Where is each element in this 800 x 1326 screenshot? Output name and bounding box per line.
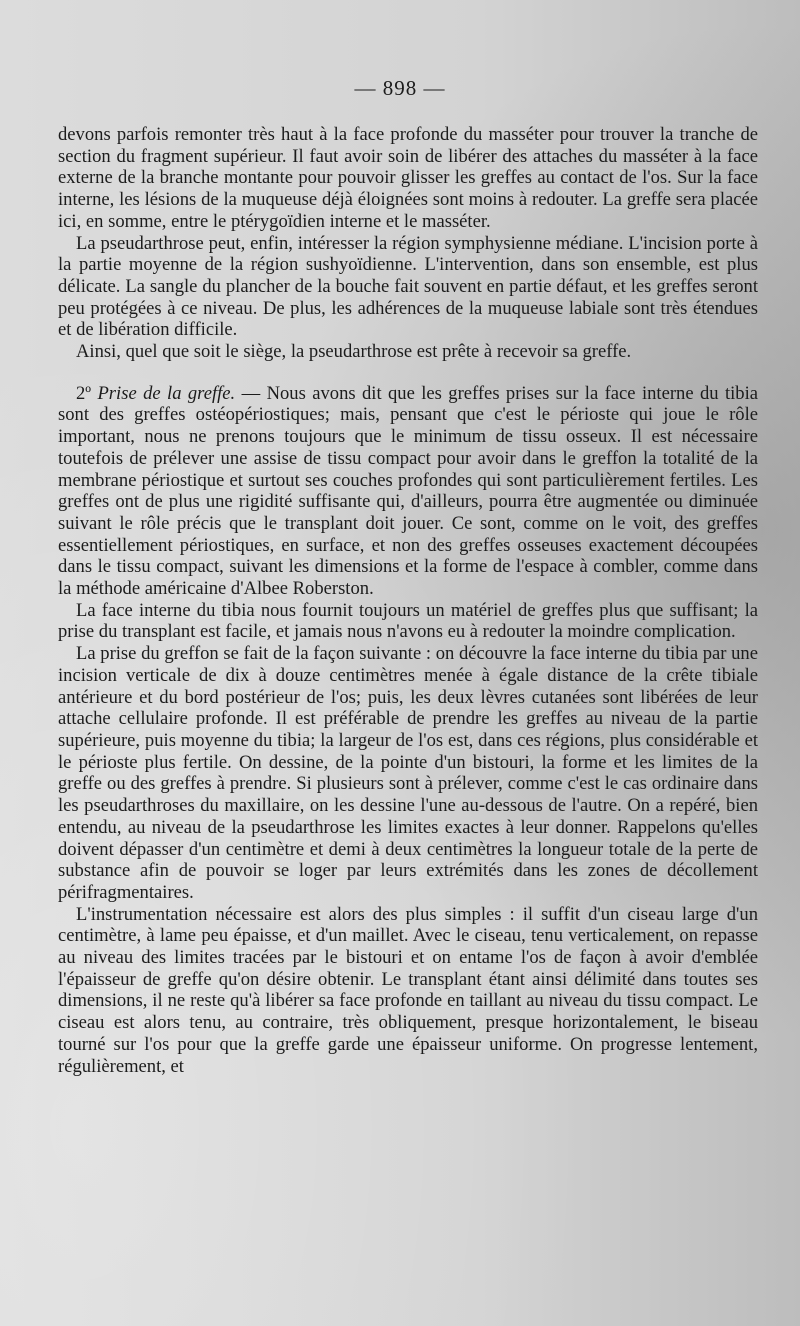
paragraph: La face interne du tibia nous fournit toujours un matériel de greffes plus que suffisant; la prise du transplant est facile, et jamais nous n'avons eu à redouter la moindre complication. <box>58 599 758 643</box>
section-paragraph <box>58 383 758 600</box>
paragraph: Ainsi, quel que soit le siège, la pseudarthrose est prête à recevoir sa greffe. <box>76 341 632 363</box>
section-dash: — <box>235 382 267 404</box>
section-text: Nous avons dit que les greffes prises sur la face interne du tibia sont des greffes ostéopériostiques; mais, pensant que c'est le périoste qui joue le rôle important, nous ne prenons toujours que le minimum de tissu osseux. Il est nécessaire toutefois de prélever une assise de tissu compact pour avoir dans le greffon la totalité de la membrane périostique et surtout ses couches profondes qui sont particulièrement fertiles. Les greffes ont de plus une rigidité suffisante qui, d'ailleurs, pourra être augmentée ou diminuée suivant le rôle précis que le transplant doit jouer. Ce sont, comme on le voit, des greffes essentiellement périostiques, en surface, et non des greffes osseuses exactement découpées dans le tissu compact, suivant les dimensions et la forme de l'espace à combler, comme dans la méthode américaine d'Albee Roberston. <box>58 382 758 600</box>
page-body <box>58 124 758 1077</box>
paragraph: La prise du greffon se fait de la façon suivante : on découvre la face interne du tibia par une incision verticale de dix à douze centimètres menée à égale distance de la crête tibiale antérieure et du bord postérieur de l'os; puis, les deux lèvres cutanées sont libérées de leur attache cellulaire profonde. Il est préférable de prendre les greffes au niveau de la partie supérieure, puis moyenne du tibia; la largeur de l'os est, dans ces régions, plus considérable et le périoste plus fertile. On dessine, de la pointe d'un bistouri, la forme et les limites de la greffe ou des greffes à prendre. Si plusieurs sont à prélever, comme c'est le cas ordinaire dans les pseudarthroses du maxillaire, on les dessine l'une au-dessous de l'autre. On a repéré, bien entendu, au niveau de la pseudarthrose les limites exactes à leur donner. Rappelons qu'elles doivent dépasser d'un centimètre et demi à deux centimètres la longueur totale de la perte de substance afin de pouvoir se loger par leurs extrémités dans les zones de décollement périfragmentaires. <box>58 643 758 903</box>
section-title: Prise de la greffe. <box>97 382 236 404</box>
paragraph: L'instrumentation nécessaire est alors des plus simples : il suffit d'un ciseau large d'un centimètre, à lame peu épaisse, et d'un maillet. Avec le ciseau, tenu verticalement, on repasse au niveau des limites tracées par le bistouri et on entame l'os de façon à avoir d'emblée l'épaisseur de greffe qu'on désire obtenir. Le transplant étant ainsi délimité dans toutes ses dimensions, il ne reste qu'à libérer sa face profonde en taillant au niveau du tissu compact. Le ciseau est alors tenu, au contraire, très obliquement, presque horizontalement, le biseau tourné sur l'os pour que la greffe garde une épaisseur uniforme. On progresse lentement, régulièrement, et <box>58 903 758 1077</box>
page-number: — 898 — <box>354 76 446 100</box>
paragraph: devons parfois remonter très haut à la face profonde du masséter pour trouver la tranche de section du fragment supérieur. Il faut avoir soin de libérer des attaches du masséter à la face externe de la branche montante pour pouvoir glisser les greffes au contact de l'os. Sur la face interne, les lésions de la muqueuse déjà éloignées sont moins à redouter. La greffe sera placée ici, en somme, entre le ptérygoïdien interne et le masséter. <box>58 124 758 232</box>
paragraph: La pseudarthrose peut, enfin, intéresser la région symphysienne médiane. L'incision porte à la partie moyenne de la région sushyoïdienne. L'intervention, dans son ensemble, est plus délicate. La sangle du plancher de la bouche fait souvent en partie défaut, et les greffes seront peu protégées à ce niveau. De plus, les adhérences de la muqueuse labiale sont très étendues et de libération difficile. <box>58 232 758 341</box>
section-number: 2º <box>76 382 92 404</box>
